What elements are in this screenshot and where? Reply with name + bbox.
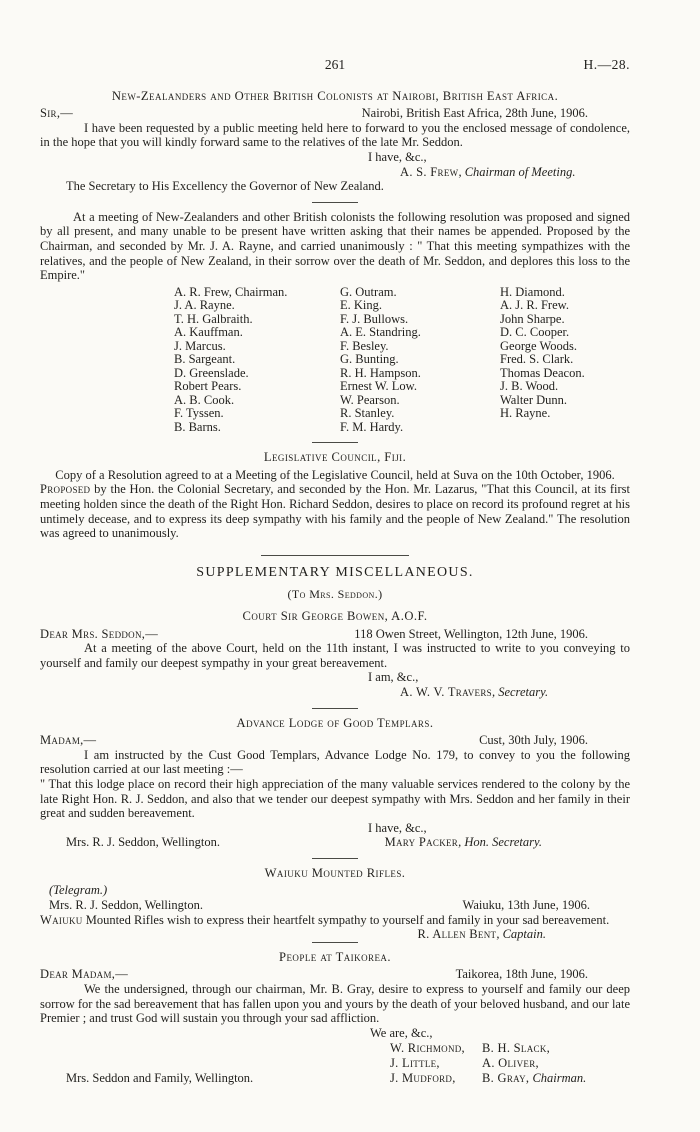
signatory-name: D. C. Cooper. <box>500 325 570 340</box>
signatory-name: A. J. R. Frew. <box>500 298 569 313</box>
letter-closing: I have, &c., <box>368 149 427 164</box>
page-header <box>40 58 630 73</box>
section-court-bowen <box>40 609 630 700</box>
addressee-line <box>40 1071 390 1086</box>
addressee-line: Mrs. R. J. Seddon, Wellington. <box>49 898 203 913</box>
letter-closing: We are, &c., <box>370 1025 433 1040</box>
signature-name: A. Oliver, <box>482 1056 539 1070</box>
letter-closing: I am, &c., <box>368 670 419 685</box>
section-heading: Legislative Council, Fiji. <box>263 450 407 465</box>
signature-role: , Hon. Secretary. <box>458 835 542 850</box>
resolution-body <box>40 482 630 540</box>
section-divider <box>312 442 358 443</box>
signatory-name: Robert Pears. <box>174 379 242 394</box>
section-nairobi-letter <box>40 89 630 194</box>
section-divider <box>312 942 358 943</box>
supplementary-title: SUPPLEMENTARY MISCELLANEOUS. <box>196 564 474 580</box>
signature-block <box>40 1041 630 1085</box>
signatory-name: J. Marcus. <box>174 338 226 353</box>
signatory-name: J. B. Wood. <box>500 379 559 394</box>
signature-line <box>385 835 542 850</box>
signatory-name: F. J. Bullows. <box>340 311 409 326</box>
signatory-name: G. Bunting. <box>340 352 399 367</box>
signature-name: W. Richmond, <box>390 1041 465 1056</box>
lead-word: Waiuku <box>40 912 83 927</box>
addressee-line: The Secretary to His Excellency the Governor of New Zealand. <box>66 179 384 194</box>
signatory-column-2 <box>340 286 500 435</box>
supplementary-subtitle: (To Mrs. Seddon.) <box>287 587 383 602</box>
section-taikorea <box>40 950 630 1085</box>
signature-role: , Secretary. <box>491 684 549 699</box>
row-spacer <box>40 1056 390 1071</box>
signature-name: Mary Packer <box>384 835 459 850</box>
section-heading: People at Taikorea. <box>279 949 391 964</box>
signature-name: J. Little, <box>390 1056 440 1070</box>
section-meeting-resolution <box>40 210 630 434</box>
salutation: Dear Mrs. Seddon,— <box>40 626 158 641</box>
resolution-body: At a meeting of New-Zealanders and other British colonists the following resolution was proposed and signed by all present, and many unable to be present have written asking that their names be appended. Proposed by the Chairman, and seconded by Mr. J. A. Rayne, and carried unanimously : " That this meeting sympathizes with the relatives, and the people of New Zealand, in their sorrow over the death of Mr. Seddon, and deplores this loss to the Empire." <box>40 209 630 283</box>
dateline: Waiuku, 13th June, 1906. <box>462 898 590 913</box>
signatory-column-3 <box>500 286 630 435</box>
signatory-name: R. Stanley. <box>340 406 395 421</box>
signature-name: A. W. V. Travers <box>400 684 492 699</box>
dateline: Cust, 30th July, 1906. <box>479 733 588 748</box>
telegram-body <box>40 912 630 942</box>
signature-row <box>40 1041 630 1056</box>
section-heading: New-Zealanders and Other British Colonists at Nairobi, British East Africa. <box>111 88 559 103</box>
signatory-name: E. King. <box>340 298 383 313</box>
signatory-name: T. H. Galbraith. <box>174 311 253 326</box>
signatory-name: A. E. Standring. <box>340 325 421 340</box>
addressee-date-row <box>40 898 630 913</box>
section-fiji <box>40 450 630 541</box>
section-divider <box>312 708 358 709</box>
salutation-row <box>40 733 630 748</box>
signatory-name: John Sharpe. <box>500 311 565 326</box>
resolution-intro: Copy of a Resolution agreed to at a Meeting of the Legislative Council, held at Suva on the 10th October, 1906. <box>55 467 615 482</box>
signatory-name: B. Barns. <box>174 419 221 434</box>
signatory-name: A. R. Frew, Chairman. <box>174 284 288 299</box>
salutation: Sir,— <box>40 106 74 121</box>
body-text: Mounted Rifles wish to express their heartfelt sympathy to yourself and family in your sad bereavement. <box>82 912 610 927</box>
letter-closing: I have, &c., <box>368 820 427 835</box>
signatory-name: A. B. Cook. <box>174 392 235 407</box>
signature-name: B. H. Slack, <box>482 1041 551 1056</box>
letter-body: We the undersigned, through our chairman, Mr. B. Gray, desire to express to yourself and family our deep sorrow for the sad bereavement that has fallen upon you and yours by the death of your beloved husband, and our late Premier ; and trust God will sustain you through your sad affliction. <box>40 982 630 1026</box>
quoted-resolution: " That this lodge place on record their high appreciation of the many valuable services rendered to the colony by the late Right Hon. R. J. Seddon, and also that we tender our deepest sympathy with Mrs. Seddon and her family in their great and sudden bereavement. <box>40 776 630 821</box>
signature-role: , Chairman of Meeting. <box>458 164 576 179</box>
lead-word: Proposed <box>40 482 91 497</box>
section-divider <box>312 858 358 859</box>
signatory-name: R. H. Hampson. <box>340 365 421 380</box>
letter-body: I have been requested by a public meeting held here to forward to you the enclosed message of condolence, in the hope that you will kindly forward same to the relatives of the late Mr. Seddon. <box>40 120 630 150</box>
section-heading: Advance Lodge of Good Templars. <box>236 715 434 730</box>
section-good-templars <box>40 716 630 850</box>
signatory-name: Ernest W. Low. <box>340 379 417 394</box>
signatory-name: H. Rayne. <box>500 406 551 421</box>
section-heading: Waiuku Mounted Rifles. <box>264 865 406 880</box>
signature-row <box>40 1071 630 1086</box>
signature-name: J. Mudford, <box>390 1070 456 1085</box>
salutation-row <box>40 106 630 121</box>
salutation-row <box>40 627 630 642</box>
signature-line <box>418 927 546 942</box>
signatory-name: Walter Dunn. <box>500 392 568 407</box>
section-heading: Court Sir George Bowen, A.O.F. <box>242 608 428 623</box>
signature-line <box>400 685 630 700</box>
signatory-name: W. Pearson. <box>340 392 400 407</box>
signature-name: A. S. Frew <box>400 164 459 179</box>
section-waiuku-rifles <box>40 865 630 942</box>
signatory-name: F. M. Hardy. <box>340 419 404 434</box>
signatory-name: J. A. Rayne. <box>174 298 235 313</box>
addressee-line: Mrs. R. J. Seddon, Wellington. <box>66 835 220 850</box>
signatory-name: George Woods. <box>500 338 577 353</box>
signature-row <box>40 1056 630 1071</box>
signatory-name: F. Besley. <box>340 338 389 353</box>
addressee-text: Mrs. Seddon and Family, Wellington. <box>66 1070 254 1085</box>
section-divider <box>312 202 358 203</box>
signature-name: B. Gray, <box>482 1070 530 1085</box>
signature-line <box>482 1071 586 1086</box>
dateline: 118 Owen Street, Wellington, 12th June, 1906. <box>354 626 588 641</box>
signatory-name: A. Kauffman. <box>174 325 243 340</box>
signatory-name: Thomas Deacon. <box>500 365 585 380</box>
dateline: Nairobi, British East Africa, 28th June, 1906. <box>361 106 588 121</box>
signatory-name: D. Greenslade. <box>174 365 249 380</box>
signatory-name: G. Outram. <box>340 284 397 299</box>
row-spacer <box>40 1041 390 1056</box>
page-number: 261 <box>324 57 346 72</box>
signatory-name: H. Diamond. <box>500 284 565 299</box>
signatory-name: B. Sargeant. <box>174 352 236 367</box>
signatory-column-1 <box>174 286 340 435</box>
signatory-name: Fred. S. Clark. <box>500 352 574 367</box>
signature-line <box>400 165 630 180</box>
signature-role: Chairman. <box>529 1070 587 1085</box>
letter-body: I am instructed by the Cust Good Templars, Advance Lodge No. 179, to convey to you the following resolution carried at our last meeting :— <box>40 747 630 777</box>
signature-role: , Captain. <box>496 927 546 942</box>
signature-name: R. Allen Bent <box>417 927 497 942</box>
salutation: Dear Madam,— <box>40 967 128 982</box>
letter-body: At a meeting of the above Court, held on the 11th instant, I was instructed to write to you conveying to yourself and family our deepest sympathy in your great bereavement. <box>40 641 630 670</box>
salutation: Madam,— <box>40 733 97 748</box>
document-reference: H.—28. <box>583 57 630 72</box>
salutation-row <box>40 967 630 982</box>
signatory-name: F. Tyssen. <box>174 406 224 421</box>
dateline: Taikorea, 18th June, 1906. <box>455 967 588 982</box>
body-text: by the Hon. the Colonial Secretary, and seconded by the Hon. Mr. Lazarus, "That this Council, at its first meeting holden since the death of the Right Hon. Richard Seddon, desires to place on record its profound regret at his untimely decease, and to express its deep sympathy with his family and the people of New Zealand." The resolution was agreed to unanimously. <box>40 482 630 541</box>
telegram-label: (Telegram.) <box>49 883 108 898</box>
addressee-signature-row <box>40 835 630 850</box>
signatory-columns <box>40 286 630 435</box>
major-section-divider <box>261 555 409 556</box>
